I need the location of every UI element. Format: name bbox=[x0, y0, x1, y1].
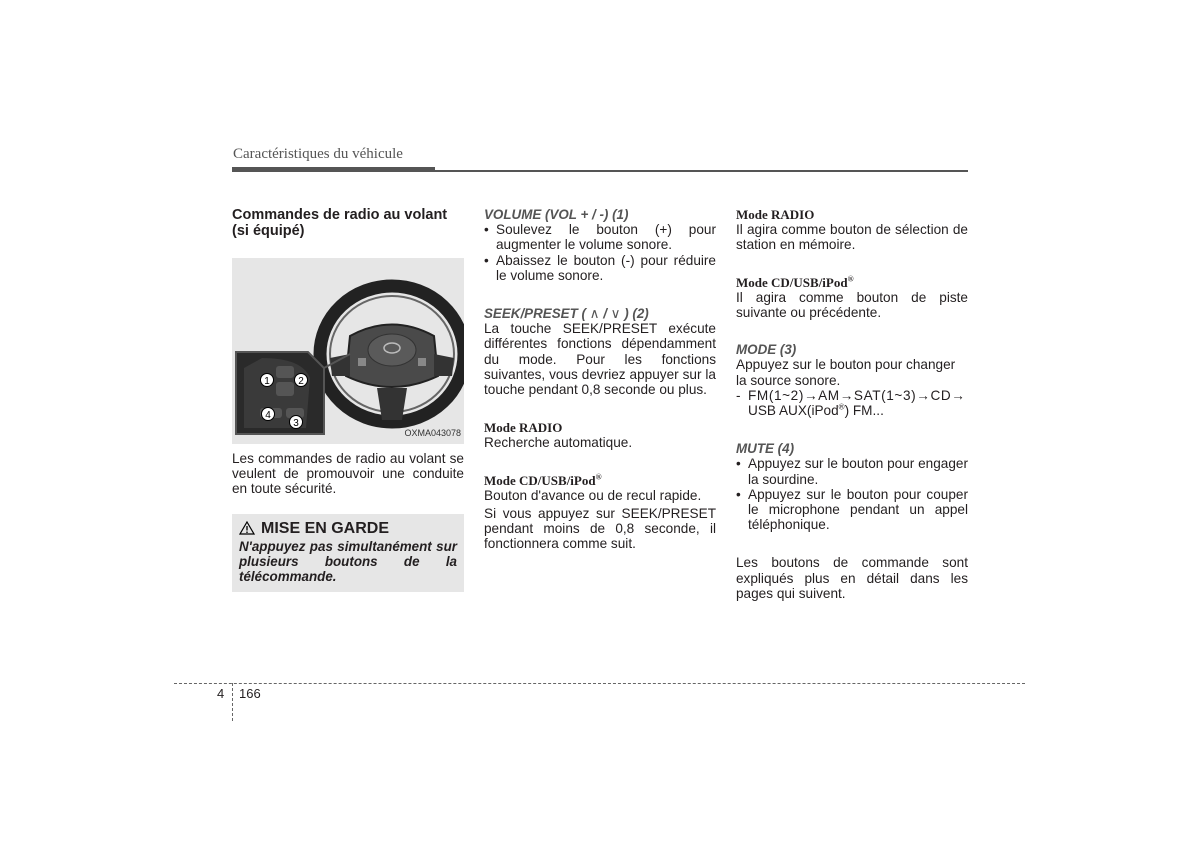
section-title: Commandes de radio au volant (si équipé) bbox=[232, 207, 448, 239]
up-chevron-icon: ∧ bbox=[589, 306, 600, 322]
warning-body: N'appuyez pas simultanément sur plusieurs boutons de la télécommande. bbox=[239, 538, 457, 584]
seek-body: La touche SEEK/PRESET exécute différentes fonctions dépendamment du mode. Pour les fonctions suivantes, vous devriez appuyer sur la touche pendant 0,8 seconde ou plus. bbox=[484, 321, 716, 398]
chapter-number: 4 bbox=[217, 686, 225, 701]
list-item: • Appuyez sur le bouton pour couper le microphone pendant un appel téléphonique. bbox=[736, 486, 968, 533]
mode-heading: MODE (3) bbox=[736, 342, 797, 358]
mute-heading: MUTE (4) bbox=[736, 441, 795, 457]
header-rule-thick bbox=[232, 167, 435, 172]
intro-text: Les commandes de radio au volant se veulent de promouvoir une conduite en toute sécurité. bbox=[232, 451, 464, 497]
warning-title: MISE EN GARDE bbox=[261, 519, 390, 537]
mode-cd-body-2: Si vous appuyez sur SEEK/PRESET pendant moins de 0,8 seconde, il fonctionnera comme suit. bbox=[484, 506, 716, 552]
callout-2 bbox=[295, 374, 308, 388]
page-number: 166 bbox=[239, 686, 261, 701]
footer-rule bbox=[174, 683, 1025, 684]
down-chevron-icon: ∨ bbox=[610, 306, 621, 322]
mode-body: Appuyez sur le bouton pour changer la source sonore. bbox=[736, 357, 956, 388]
volume-heading: VOLUME (VOL + / -) (1) bbox=[484, 207, 629, 222]
callout-1 bbox=[261, 374, 274, 388]
footer-divider bbox=[232, 683, 233, 721]
svg-text:4: 4 bbox=[265, 410, 271, 421]
mode-radio-heading: Mode RADIO bbox=[736, 207, 815, 222]
steering-wheel-illustration bbox=[232, 258, 464, 444]
seek-heading: SEEK/PRESET ( ∧ / ∨ ) (2) bbox=[484, 306, 649, 322]
mode-sequence: - FM(1~2)→AM→SAT(1~3)→CD→ USB AUX(iPod®) FM... bbox=[736, 387, 966, 419]
svg-text:1: 1 bbox=[264, 376, 270, 387]
mode-cd-body: Bouton d'avance ou de recul rapide. bbox=[484, 487, 702, 503]
column-2 bbox=[484, 207, 716, 552]
running-header: Caractéristiques du véhicule bbox=[233, 146, 403, 162]
mode-radio-heading: Mode RADIO bbox=[484, 420, 563, 436]
callout-3 bbox=[290, 416, 303, 430]
mode-cd-heading: Mode CD/USB/iPod® bbox=[484, 472, 602, 488]
closing-text: Les boutons de commande sont expliqués plus en détail dans les pages qui suivent. bbox=[736, 555, 968, 601]
svg-text:3: 3 bbox=[293, 418, 299, 429]
list-item: • Soulevez le bouton (+) pour augmenter le volume sonore. bbox=[484, 222, 716, 253]
svg-text:2: 2 bbox=[298, 376, 304, 387]
column-3 bbox=[736, 207, 968, 601]
warning-icon bbox=[239, 521, 255, 535]
warning-box bbox=[232, 514, 464, 592]
header-rule-thin bbox=[435, 170, 968, 172]
mode-radio-body: Il agira comme bouton de sélection de station en mémoire. bbox=[736, 222, 968, 253]
list-item: • Appuyez sur le bouton pour engager la sourdine. bbox=[736, 456, 968, 487]
figure-code: OXMA043078 bbox=[404, 427, 461, 438]
mode-radio-body: Recherche automatique. bbox=[484, 435, 633, 451]
mode-cd-heading: Mode CD/USB/iPod® bbox=[736, 274, 854, 290]
callout-4 bbox=[262, 408, 275, 422]
column-1 bbox=[232, 207, 464, 592]
steering-wheel-figure bbox=[232, 258, 464, 444]
mode-cd-body: Il agira comme bouton de piste suivante ou précédente. bbox=[736, 289, 968, 321]
list-item: • Abaissez le bouton (-) pour réduire le volume sonore. bbox=[484, 252, 716, 283]
